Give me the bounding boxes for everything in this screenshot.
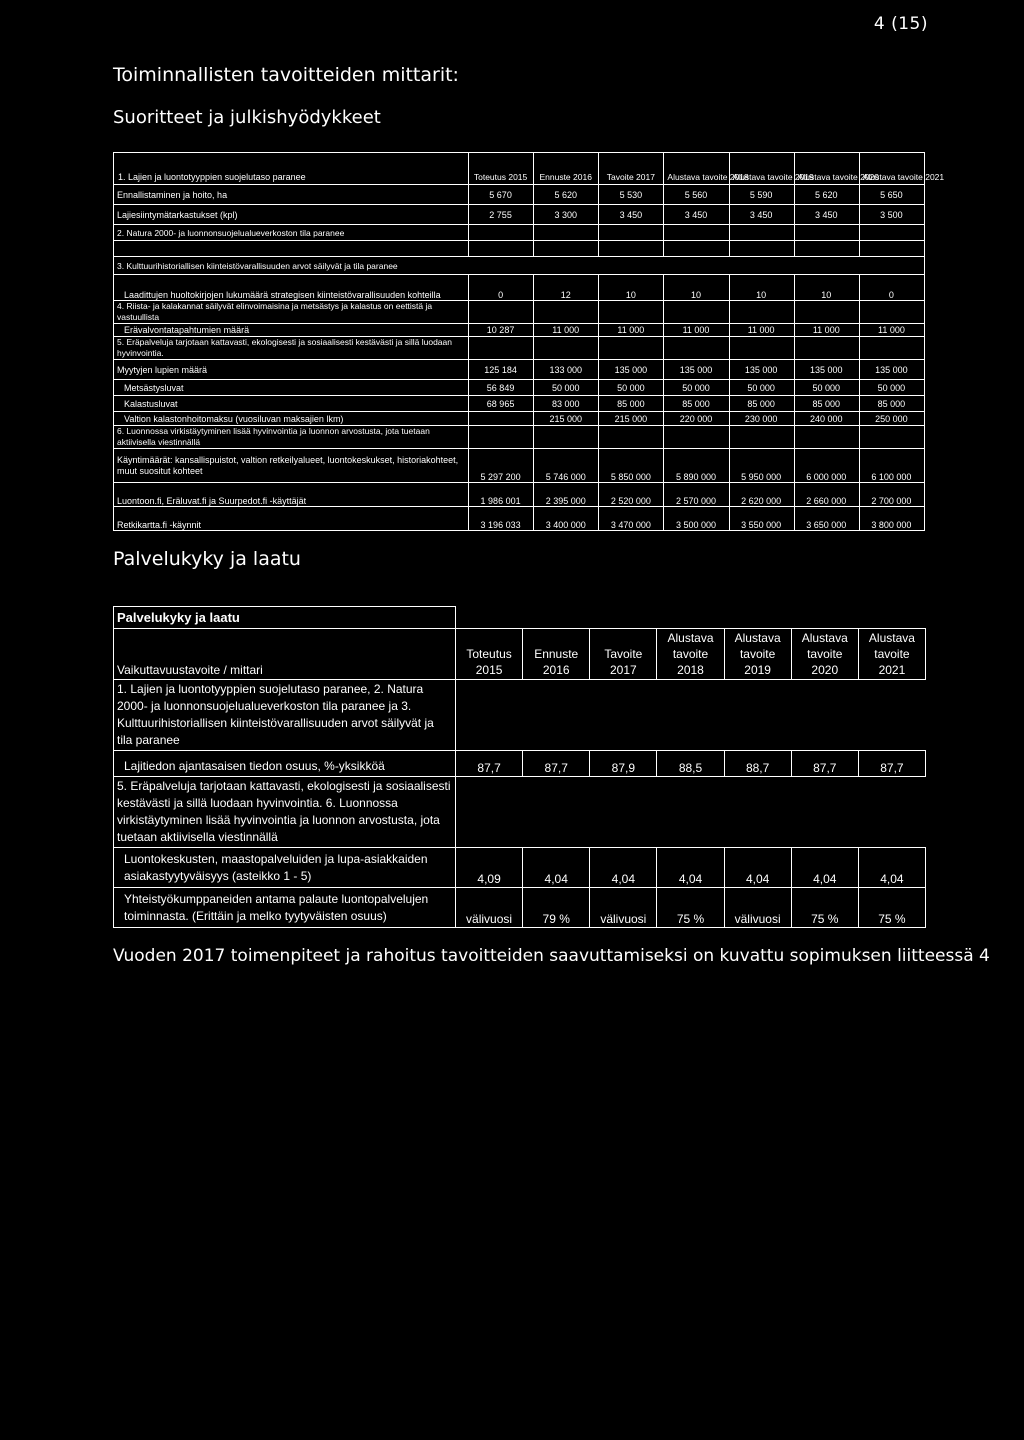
cell: 3 500 [859, 205, 924, 225]
col-header: Toteutus 2015 [469, 153, 534, 185]
section-row [114, 257, 925, 275]
cell: 5 590 [729, 185, 794, 205]
cell: 2 395 000 [534, 483, 599, 507]
cell: 50 000 [729, 380, 794, 396]
section-6-label: 6. Luonnossa virkistäytyminen lisää hyvinvointia ja luonnon arvostusta, jota tuetaan aktiivisella viestinnällä [114, 426, 469, 449]
section-row [114, 777, 926, 848]
cell: 83 000 [534, 396, 599, 412]
cell: 87,9 [590, 751, 657, 777]
row-label: Valtion kalastonhoitomaksu (vuosiluvan maksajien lkm) [114, 412, 469, 426]
cell: 135 000 [729, 360, 794, 380]
section-b-label: 5. Eräpalveluja tarjotaan kattavasti, ekologisesti ja sosiaalisesti kestävästi ja sillä luodaan hyvinvointia. 6. Luonnossa virkistäytyminen lisää hyvinvointia ja luonnon arvostusta, jota tuetaan aktiivisella viestinnällä [114, 777, 456, 848]
section-row [114, 225, 925, 241]
cell: 135 000 [794, 360, 859, 380]
cell: 2 570 000 [664, 483, 729, 507]
cell: 11 000 [859, 324, 924, 337]
cell: 3 450 [729, 205, 794, 225]
cell: 3 500 000 [664, 507, 729, 531]
cell: 240 000 [794, 412, 859, 426]
col-header: Toteutus 2015 [456, 629, 523, 680]
cell: 5 950 000 [729, 449, 794, 483]
cell: 3 400 000 [534, 507, 599, 531]
cell: 88,7 [724, 751, 791, 777]
cell: 2 520 000 [599, 483, 664, 507]
col-header: Alustava tavoite 2021 [859, 153, 924, 185]
cell: välivuosi [456, 888, 523, 928]
table-title: Palvelukyky ja laatu [114, 607, 456, 629]
cell: 11 000 [664, 324, 729, 337]
cell: 215 000 [534, 412, 599, 426]
cell: 50 000 [599, 380, 664, 396]
cell: 2 755 [469, 205, 534, 225]
row-label: Kalastusluvat [114, 396, 469, 412]
cell: 11 000 [534, 324, 599, 337]
table-row [114, 380, 925, 396]
section-4-label: 4. Riista- ja kalakannat säilyvät elinvoimaisina ja metsästys ja kalastus on eettistä ja vastuullista [114, 301, 469, 324]
cell: 4,04 [523, 848, 590, 888]
cell: 3 450 [794, 205, 859, 225]
cell: 2 660 000 [794, 483, 859, 507]
section-5-label: 5. Eräpalveluja tarjotaan kattavasti, ekologisesti ja sosiaalisesti kestävästi ja sillä luodaan hyvinvointia. [114, 337, 469, 360]
cell: 4,09 [456, 848, 523, 888]
table-row [114, 751, 926, 777]
cell: 5 746 000 [534, 449, 599, 483]
cell: 10 [794, 275, 859, 301]
row-label: Ennallistaminen ja hoito, ha [114, 185, 469, 205]
cell: 10 287 [469, 324, 534, 337]
cell: 0 [469, 275, 534, 301]
cell: 50 000 [859, 380, 924, 396]
cell: 3 470 000 [599, 507, 664, 531]
table-row [114, 185, 925, 205]
cell: 75 % [791, 888, 858, 928]
cell: 10 [599, 275, 664, 301]
row-label: Käyntimäärät: kansallispuistot, valtion retkeilyalueet, luontokeskukset, historiakohteet, muut suositut kohteet [114, 449, 469, 483]
cell: 85 000 [599, 396, 664, 412]
section-3-label: 3. Kulttuurihistoriallisen kiinteistövarallisuuden arvot säilyvät ja tila paranee [114, 257, 925, 275]
cell: 135 000 [859, 360, 924, 380]
cell: 5 530 [599, 185, 664, 205]
cell: 50 000 [664, 380, 729, 396]
cell: 6 000 000 [794, 449, 859, 483]
cell: 87,7 [791, 751, 858, 777]
cell: 2 700 000 [859, 483, 924, 507]
section-a-label: 1. Lajien ja luontotyyppien suojelutaso paranee, 2. Natura 2000- ja luonnonsuojelualueverkoston tila paranee ja 3. Kulttuurihistoriallisen kiinteistövarallisuuden arvot säilyvät ja tila paranee [114, 680, 456, 751]
cell: 4,04 [791, 848, 858, 888]
cell: 88,5 [657, 751, 724, 777]
row-label: Myytyjen lupien määrä [114, 360, 469, 380]
row-label: Yhteistyökumppaneiden antama palaute luontopalvelujen toiminnasta. (Erittäin ja melko tyytyväisten osuus) [114, 888, 456, 928]
row-label: Retkikartta.fi -käynnit [114, 507, 469, 531]
col-header: Ennuste 2016 [534, 153, 599, 185]
cell: 87,7 [523, 751, 590, 777]
heading-service: Palvelukyky ja laatu [113, 548, 301, 570]
row-label: Laadittujen huoltokirjojen lukumäärä strategisen kiinteistövarallisuuden kohteilla [114, 275, 469, 301]
cell: 50 000 [534, 380, 599, 396]
row-label: Erävalvontatapahtumien määrä [114, 324, 469, 337]
cell: 2 620 000 [729, 483, 794, 507]
cell: 10 [664, 275, 729, 301]
cell: 220 000 [664, 412, 729, 426]
cell: 5 890 000 [664, 449, 729, 483]
cell: 6 100 000 [859, 449, 924, 483]
cell: 135 000 [664, 360, 729, 380]
col-header: Alustava tavoite 2020 [794, 153, 859, 185]
performance-table [113, 152, 945, 531]
cell: 85 000 [729, 396, 794, 412]
cell: välivuosi [724, 888, 791, 928]
row-label: Metsästysluvat [114, 380, 469, 396]
cell: 3 450 [599, 205, 664, 225]
footer-text: Vuoden 2017 toimenpiteet ja rahoitus tavoitteiden saavuttamiseksi on kuvattu sopimuksen liitteessä 4 [113, 946, 990, 966]
col-header: Alustava tavoite 2020 [791, 629, 858, 680]
cell: 0 [859, 275, 924, 301]
section-row [114, 426, 925, 449]
cell: 3 300 [534, 205, 599, 225]
col-label: Vaikuttavuustavoite / mittari [114, 629, 456, 680]
table-row [114, 507, 925, 531]
table-header-row [114, 629, 926, 680]
table-row [114, 396, 925, 412]
cell: 85 000 [859, 396, 924, 412]
col-header: Alustava tavoite 2021 [858, 629, 925, 680]
cell: 5 297 200 [469, 449, 534, 483]
table-row [114, 205, 925, 225]
cell: 230 000 [729, 412, 794, 426]
title-row [114, 607, 926, 629]
service-quality-table [113, 606, 926, 928]
table-row [114, 360, 925, 380]
cell: 11 000 [599, 324, 664, 337]
row-label: Lajitiedon ajantasaisen tiedon osuus, %-yksikköä [114, 751, 456, 777]
cell: 50 000 [794, 380, 859, 396]
cell: 250 000 [859, 412, 924, 426]
section-row [114, 337, 925, 360]
row-label: Luontoon.fi, Eräluvat.fi ja Suurpedot.fi -käyttäjät [114, 483, 469, 507]
cell: 11 000 [729, 324, 794, 337]
section-1-header: 1. Lajien ja luontotyyppien suojelutaso paranee [114, 153, 469, 185]
cell: 3 650 000 [794, 507, 859, 531]
cell: 3 550 000 [729, 507, 794, 531]
table-row [114, 449, 925, 483]
cell: 87,7 [858, 751, 925, 777]
cell: 5 560 [664, 185, 729, 205]
spacer-row [114, 241, 925, 257]
cell: 3 450 [664, 205, 729, 225]
col-header: Ennuste 2016 [523, 629, 590, 680]
cell: 215 000 [599, 412, 664, 426]
cell: 4,04 [724, 848, 791, 888]
cell: 5 850 000 [599, 449, 664, 483]
cell: 68 965 [469, 396, 534, 412]
cell: 3 800 000 [859, 507, 924, 531]
table-row [114, 888, 926, 928]
cell: 4,04 [590, 848, 657, 888]
cell: 5 650 [859, 185, 924, 205]
cell: 11 000 [794, 324, 859, 337]
cell: 4,04 [858, 848, 925, 888]
cell: 87,7 [456, 751, 523, 777]
heading-sub: Suoritteet ja julkishyödykkeet [113, 107, 381, 128]
cell: 1 986 001 [469, 483, 534, 507]
table-row [114, 848, 926, 888]
col-header: Alustava tavoite 2018 [657, 629, 724, 680]
table-row [114, 483, 925, 507]
page-number: 4 (15) [873, 14, 928, 34]
cell: 125 184 [469, 360, 534, 380]
row-label: Luontokeskusten, maastopalveluiden ja lupa-asiakkaiden asiakastyytyväisyys (asteikko 1 - 5) [114, 848, 456, 888]
cell: 133 000 [534, 360, 599, 380]
table-row [114, 412, 925, 426]
cell: 5 670 [469, 185, 534, 205]
section-row [114, 301, 925, 324]
table-header-row [114, 153, 925, 185]
table-row [114, 324, 925, 337]
cell [469, 412, 534, 426]
section-2-label: 2. Natura 2000- ja luonnonsuojelualueverkoston tila paranee [114, 225, 469, 241]
col-header: Tavoite 2017 [599, 153, 664, 185]
col-header: Tavoite 2017 [590, 629, 657, 680]
cell: 75 % [657, 888, 724, 928]
cell: 56 849 [469, 380, 534, 396]
table-row [114, 275, 925, 301]
cell: 85 000 [664, 396, 729, 412]
cell: 75 % [858, 888, 925, 928]
col-header: Alustava tavoite 2018 [664, 153, 729, 185]
col-header: Alustava tavoite 2019 [724, 629, 791, 680]
heading-main: Toiminnallisten tavoitteiden mittarit: [113, 64, 459, 86]
cell: 3 196 033 [469, 507, 534, 531]
cell: 5 620 [794, 185, 859, 205]
cell: 85 000 [794, 396, 859, 412]
cell: 10 [729, 275, 794, 301]
cell: 5 620 [534, 185, 599, 205]
cell: 12 [534, 275, 599, 301]
cell: välivuosi [590, 888, 657, 928]
section-row [114, 680, 926, 751]
cell: 135 000 [599, 360, 664, 380]
col-header: Alustava tavoite 2019 [729, 153, 794, 185]
row-label: Lajiesiintymätarkastukset (kpl) [114, 205, 469, 225]
cell: 79 % [523, 888, 590, 928]
cell: 4,04 [657, 848, 724, 888]
